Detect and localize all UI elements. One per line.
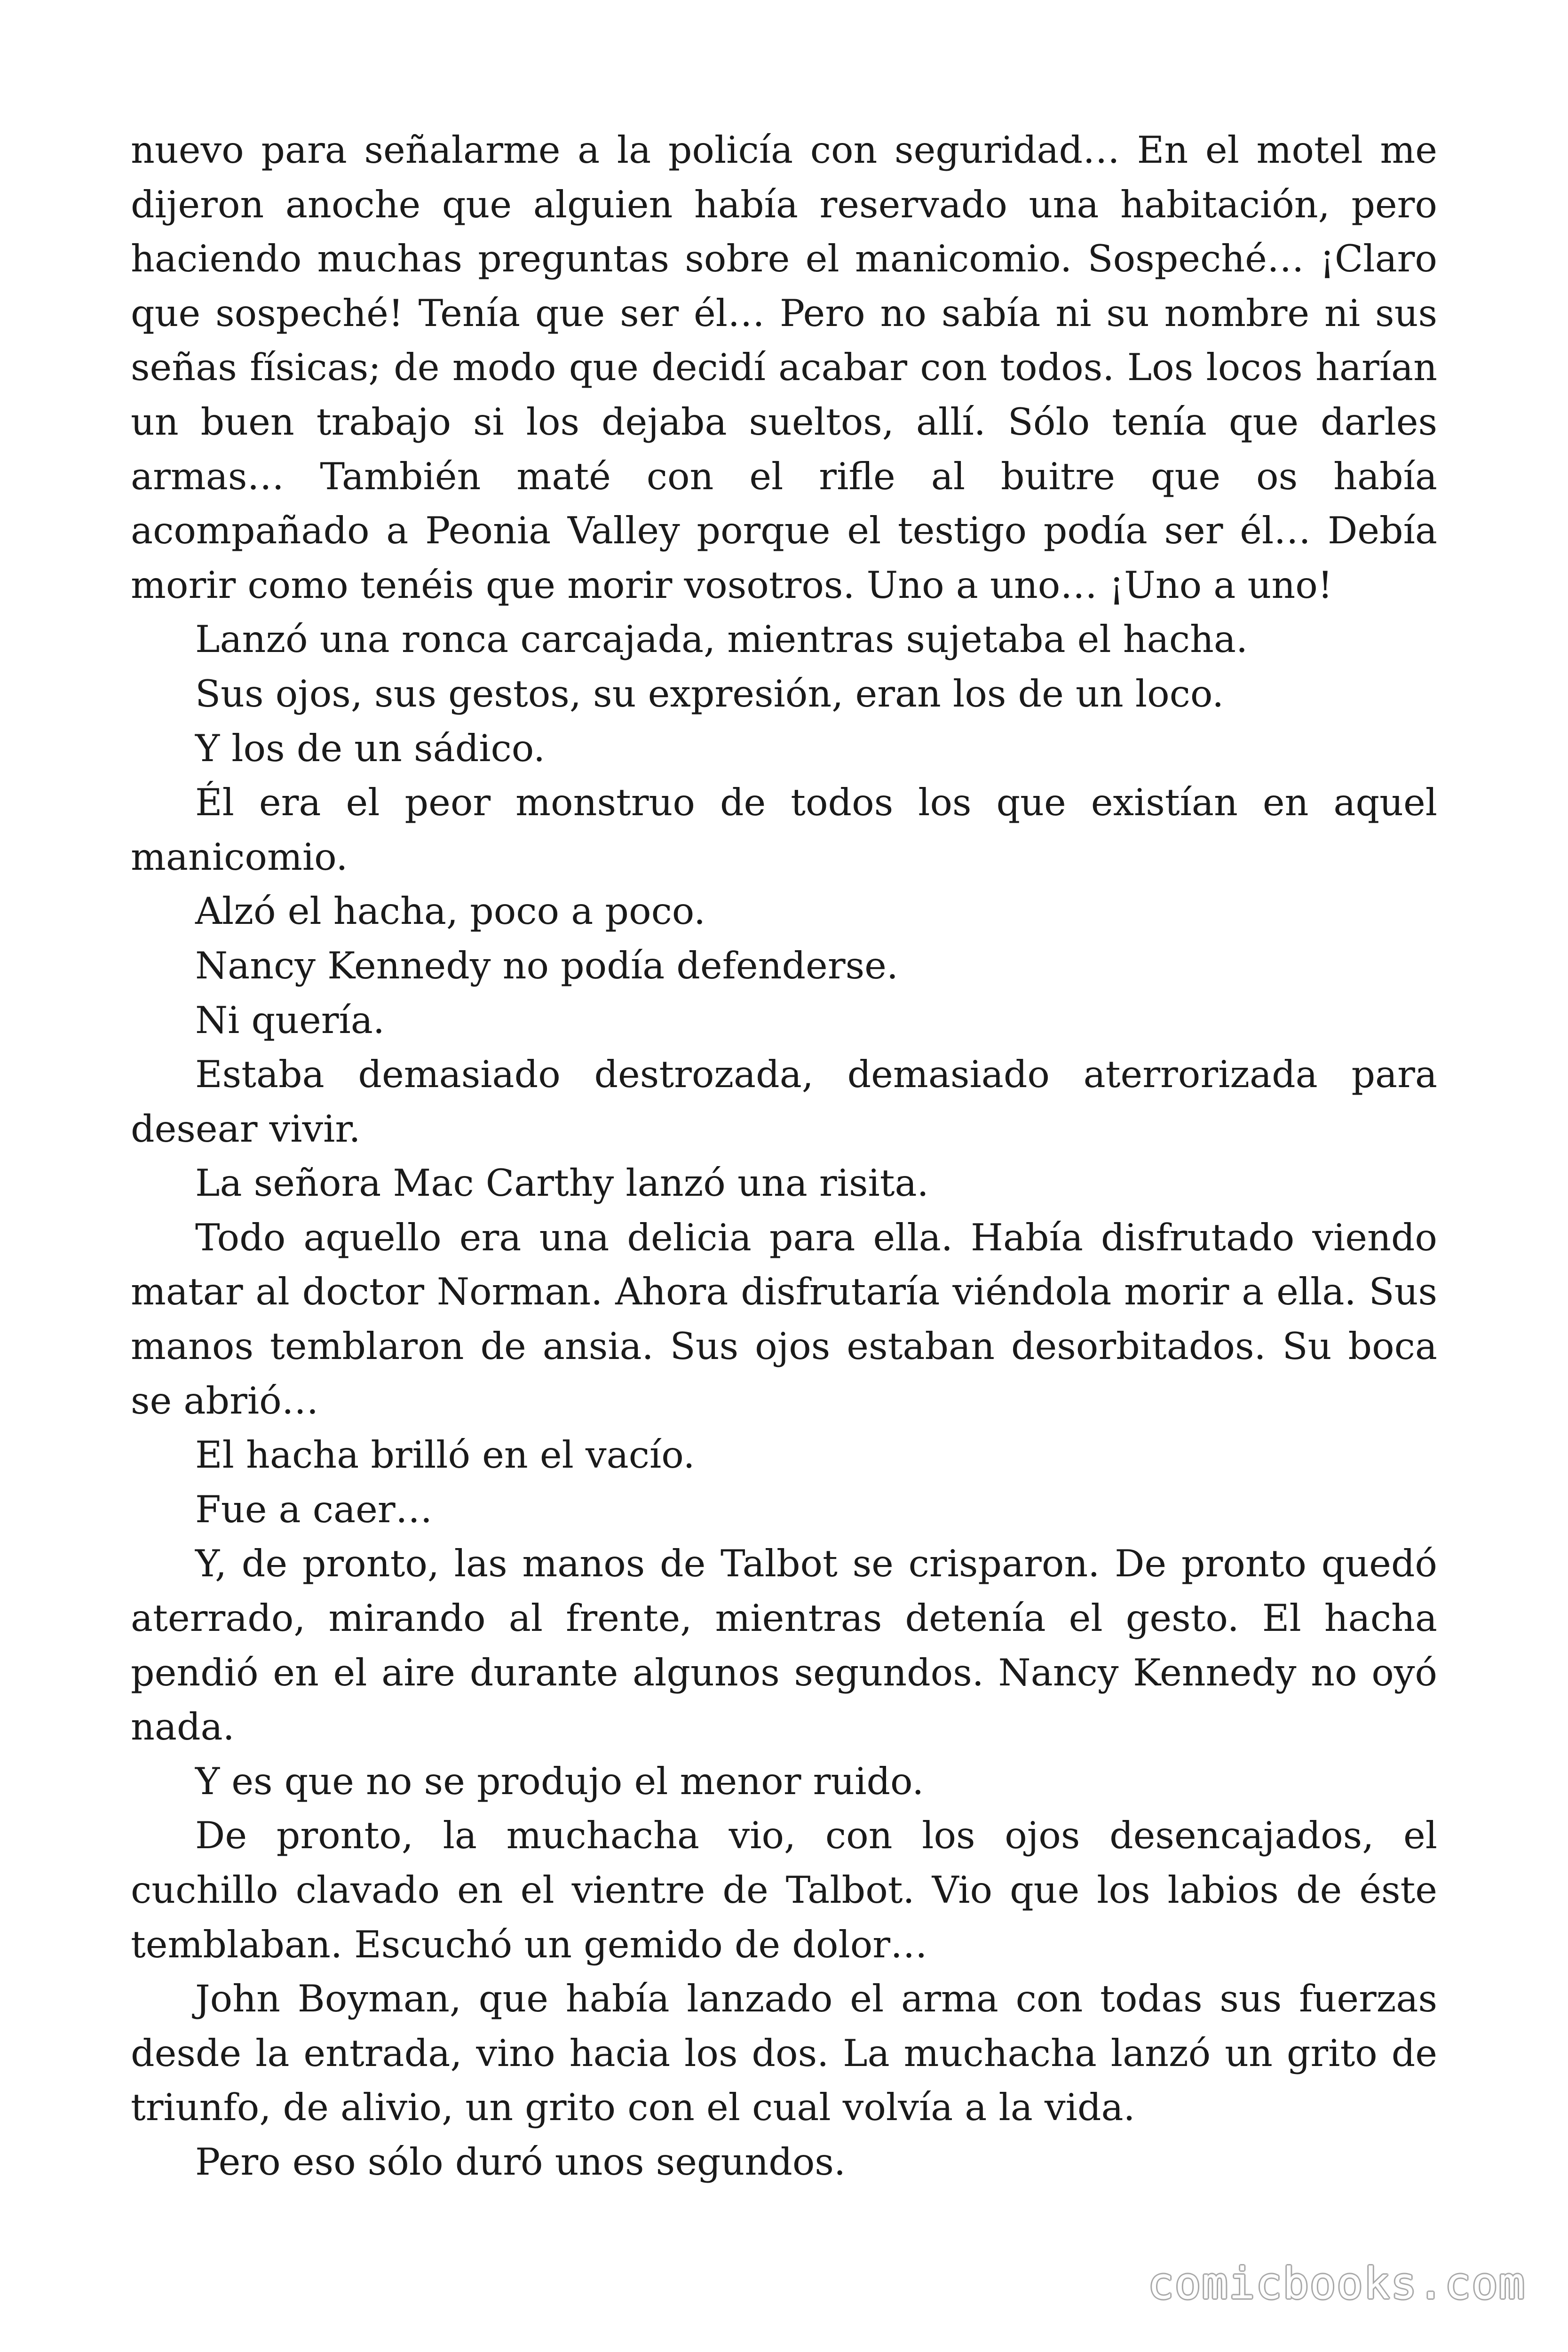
paragraph: Pero eso sólo duró unos segundos. [195, 2140, 846, 2184]
watermark: comicbooks.com [1148, 2258, 1526, 2309]
paragraph: Él era el peor monstruo de todos los que existían en aquel manicomio. [131, 781, 1437, 879]
paragraph: De pronto, la muchacha vio, con los ojos desencajados, el cuchillo clavado en el vientre de Talbot. Vio que los labios de éste temblaban. Escuchó un gemido de dolor… [131, 1814, 1437, 1966]
paragraph: Nancy Kennedy no podía defenderse. [195, 944, 898, 987]
paragraph: Y es que no se produjo el menor ruido. [195, 1759, 924, 1803]
paragraph: Fue a caer… [195, 1487, 433, 1531]
body-text [131, 123, 1437, 2190]
paragraph: Todo aquello era una delicia para ella. Había disfrutado viendo matar al doctor Norman. Ahora disfrutaría viéndola morir a ella. Sus manos temblaron de ansia. Sus ojos estaban desorbitados. Su boca se abrió… [131, 1216, 1437, 1422]
paragraph: La señora Mac Carthy lanzó una risita. [195, 1161, 929, 1205]
paragraph: Sus ojos, sus gestos, su expresión, eran los de un loco. [195, 672, 1224, 715]
paragraph: John Boyman, que había lanzado el arma con todas sus fuerzas desde la entrada, vino hacia los dos. La muchacha lanzó un grito de triunfo, de alivio, un grito con el cual volvía a la vida. [131, 1977, 1437, 2130]
paragraph: Ni quería. [195, 998, 385, 1042]
paragraph: Estaba demasiado destrozada, demasiado aterrorizada para desear vivir. [131, 1053, 1437, 1151]
paragraph: Y los de un sádico. [195, 726, 546, 770]
paragraph: Alzó el hacha, poco a poco. [195, 890, 706, 933]
paragraph: El hacha brilló en el vacío. [195, 1433, 695, 1477]
paragraph: Lanzó una ronca carcajada, mientras sujetaba el hacha. [195, 618, 1248, 661]
paragraph: Y, de pronto, las manos de Talbot se crisparon. De pronto quedó aterrado, mirando al frente, mientras detenía el gesto. El hacha pendió en el aire durante algunos segundos. Nancy Kennedy no oyó nada. [131, 1542, 1437, 1749]
paragraph-continued: nuevo para señalarme a la policía con seguridad… En el motel me dijeron anoche que alguien había reservado una habitación, pero haciendo muchas preguntas sobre el manicomio. Sospeché… ¡Claro que sospeché! Tenía que ser él… Pero no sabía ni su nombre ni sus señas físicas; de modo que decidí acabar con todos. Los locos harían un buen trabajo si los dejaba sueltos, allí. Sólo tenía que darles armas… También maté con el rifle al buitre que os había acompañado a Peonia Valley porque el testigo podía ser él… Debía morir como tenéis que morir vosotros. Uno a uno… ¡Uno a uno! [131, 128, 1437, 607]
